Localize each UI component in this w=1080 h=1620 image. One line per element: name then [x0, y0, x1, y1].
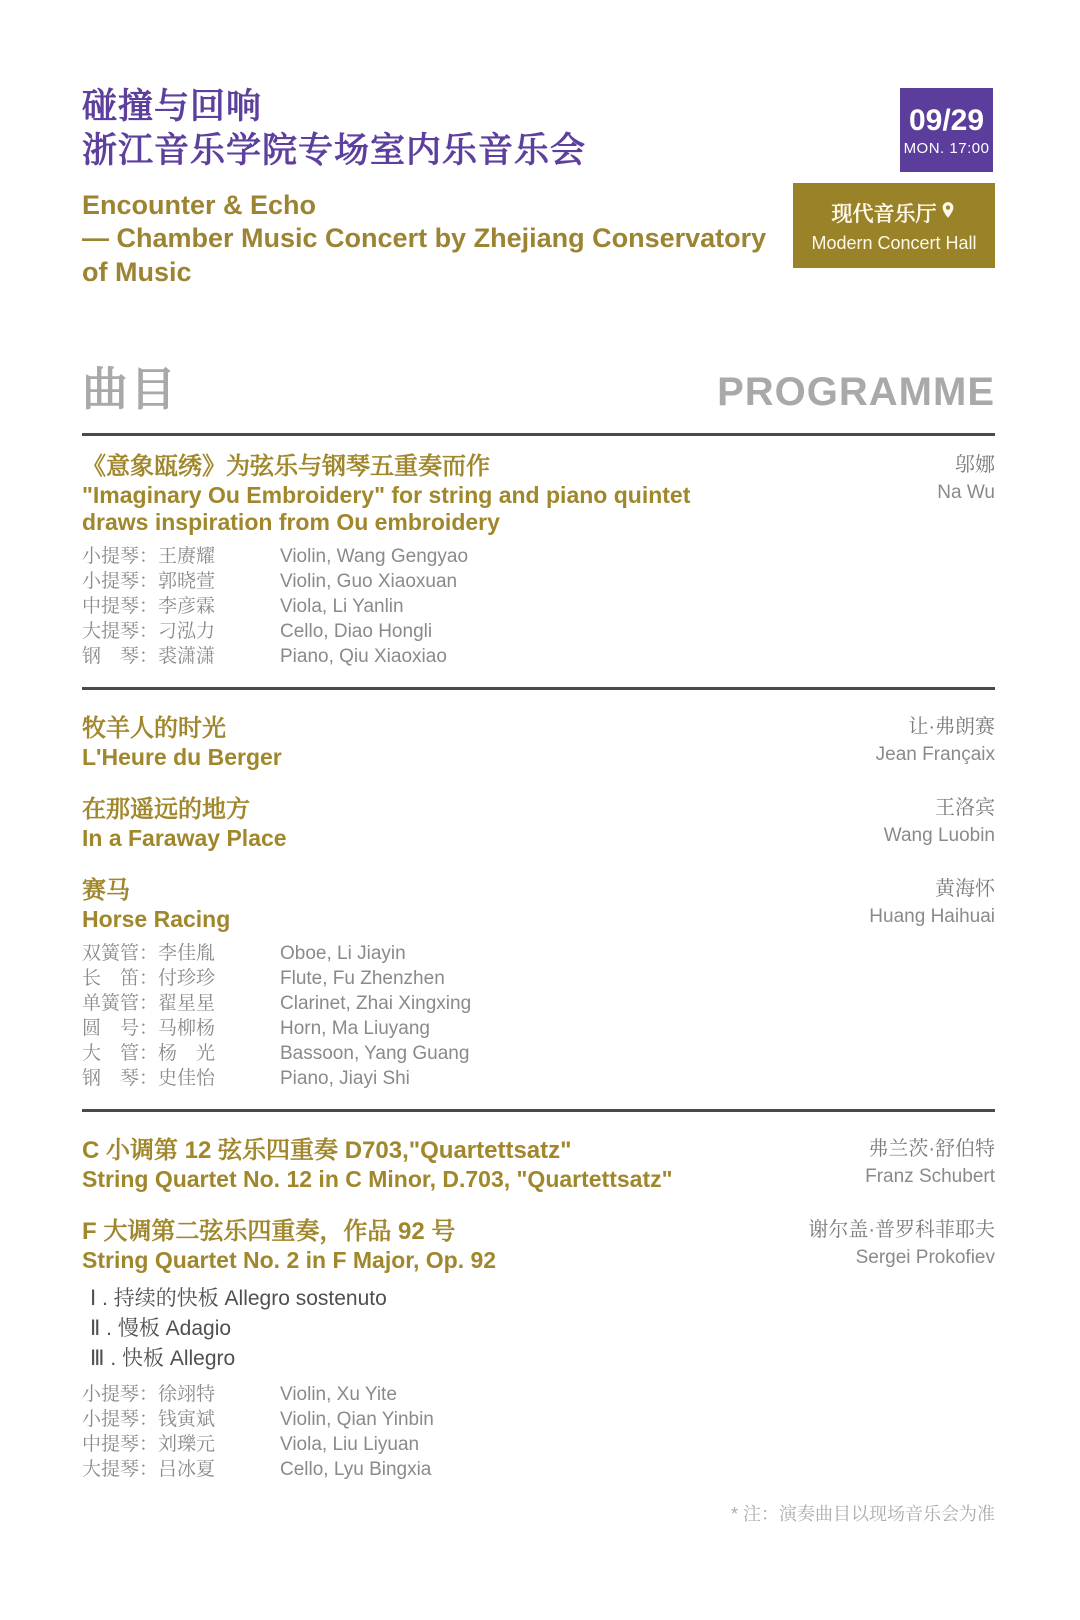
item-head — [82, 876, 995, 933]
composer-name-cn: 让·弗朗赛 — [908, 715, 995, 738]
movement-item: Ⅲ . 快板 Allegro — [90, 1346, 236, 1370]
performer-name-en: Piano, Qiu Xiaoxiao — [280, 645, 447, 667]
main-title-cn — [82, 85, 782, 173]
footer-note: * 注：演奏曲目以现场音乐会为准 — [730, 1504, 995, 1524]
main-title-cn-line2: 浙江音乐学院专场室内乐音乐会 — [82, 131, 587, 171]
composer-name-en: Franz Schubert — [865, 1165, 995, 1187]
performer-name-en: Oboe, Li Jiayin — [280, 942, 406, 964]
composer-name-en: Na Wu — [937, 481, 995, 503]
venue-badge — [793, 183, 995, 268]
subtitle-en-line3: of Music — [82, 256, 192, 287]
date-text: 09/29 — [908, 103, 985, 137]
performer-name-cn: 小提琴：钱寅斌 — [82, 1408, 216, 1430]
item-titles — [82, 714, 282, 771]
performer-name-en: Clarinet, Zhai Xingxing — [280, 992, 472, 1014]
item-title-en: "Imaginary Ou Embroidery" for string and piano quintet — [82, 481, 691, 508]
composer-name-en: Wang Luobin — [883, 824, 995, 846]
location-pin-icon — [939, 201, 957, 225]
programme-item — [82, 1217, 995, 1482]
programme-items — [82, 452, 995, 1482]
item-title-en: In a Faraway Place — [82, 824, 287, 851]
performer-name-cn: 大提琴：刁泓力 — [82, 620, 216, 642]
performer-name-en: Viola, Li Yanlin — [280, 595, 404, 617]
performer-name-en: Horn, Ma Liuyang — [280, 1017, 430, 1039]
performer-row — [82, 619, 995, 644]
programme-item — [82, 714, 995, 771]
venue-name-en: Modern Concert Hall — [811, 232, 977, 253]
composer-name-en: Huang Haihuai — [869, 905, 995, 927]
item-title-en: String Quartet No. 12 in C Minor, D.703, "Quartettsatz" — [82, 1165, 673, 1192]
performer-row — [82, 1066, 995, 1091]
performer-name-cn: 中提琴：刘瓅元 — [82, 1433, 216, 1455]
item-titles — [82, 1217, 496, 1274]
header — [82, 85, 995, 289]
item-title-cn: C 小调第 12 弦乐四重奏 D703,"Quartettsatz" — [82, 1136, 572, 1164]
item-titles — [82, 1136, 673, 1193]
time-text: MON. 17:00 — [903, 139, 990, 157]
programme-item — [82, 795, 995, 852]
performer-row — [82, 594, 995, 619]
performer-row — [82, 1041, 995, 1066]
section-divider — [82, 687, 995, 690]
performer-name-cn: 单簧管：翟星星 — [82, 992, 216, 1014]
performer-name-en: Flute, Fu Zhenzhen — [280, 967, 445, 989]
programme-title-cn: 曲目 — [82, 362, 178, 415]
performer-row — [82, 1382, 995, 1407]
performer-name-cn: 大提琴：吕冰夏 — [82, 1458, 216, 1480]
item-title-cn: 在那遥远的地方 — [82, 795, 250, 823]
composer-name-en: Jean Françaix — [875, 743, 995, 765]
subtitle-en — [82, 189, 802, 289]
performer-name-en: Bassoon, Yang Guang — [280, 1042, 470, 1064]
item-title-en: draws inspiration from Ou embroidery — [82, 508, 500, 535]
composer-name-cn: 王洛宾 — [935, 796, 995, 819]
performers — [82, 941, 995, 1091]
performer-name-cn: 长 笛：付珍珍 — [82, 967, 216, 989]
performer-name-en: Violin, Qian Yinbin — [280, 1408, 434, 1430]
performer-row — [82, 1016, 995, 1041]
performer-row — [82, 941, 995, 966]
performer-name-cn: 圆 号：马柳杨 — [82, 1017, 216, 1039]
composer-name-cn: 弗兰茨·舒伯特 — [868, 1137, 995, 1160]
performer-name-en: Violin, Xu Yite — [280, 1383, 397, 1405]
composer — [876, 714, 995, 768]
composer-name-cn: 黄海怀 — [935, 877, 995, 900]
performer-name-cn: 大 管：杨 光 — [82, 1042, 216, 1064]
movement-item: Ⅱ . 慢板 Adagio — [90, 1316, 232, 1340]
performers — [82, 544, 995, 669]
item-title-en: Horse Racing — [82, 905, 231, 932]
programme-item — [82, 452, 995, 669]
performer-name-cn: 中提琴：李彦霖 — [82, 595, 216, 617]
performer-row — [82, 1432, 995, 1457]
movements — [82, 1284, 995, 1374]
performer-name-en: Cello, Lyu Bingxia — [280, 1458, 432, 1480]
item-title-cn: F 大调第二弦乐四重奏，作品 92 号 — [82, 1217, 456, 1245]
item-titles — [82, 795, 287, 852]
performer-row — [82, 966, 995, 991]
programme-heading — [82, 353, 995, 419]
subtitle-en-line1: Encounter & Echo — [82, 190, 317, 221]
performer-name-cn: 小提琴：王赓耀 — [82, 545, 216, 567]
composer — [808, 1217, 995, 1271]
performer-row — [82, 544, 995, 569]
item-title-cn: 牧羊人的时光 — [82, 714, 226, 742]
item-head — [82, 1136, 995, 1193]
performer-row — [82, 1457, 995, 1482]
performer-name-cn: 小提琴：徐翊特 — [82, 1383, 216, 1405]
performer-name-en: Violin, Guo Xiaoxuan — [280, 570, 458, 592]
composer-name-en: Sergei Prokofiev — [855, 1246, 995, 1268]
performer-name-en: Piano, Jiayi Shi — [280, 1067, 410, 1089]
main-title-cn-line1: 碰撞与回响 — [82, 87, 263, 126]
item-head — [82, 452, 995, 536]
performer-row — [82, 991, 995, 1016]
programme-title-en: PROGRAMME — [717, 369, 995, 414]
composer — [937, 452, 995, 506]
item-titles — [82, 876, 230, 933]
date-badge — [900, 88, 993, 172]
item-head — [82, 714, 995, 771]
performer-name-en: Cello, Diao Hongli — [280, 620, 433, 642]
venue-name-cn: 现代音乐厅 — [831, 202, 937, 226]
movement-item: Ⅰ . 持续的快板 Allegro sostenuto — [90, 1286, 387, 1310]
performer-name-cn: 钢 琴：裘潇潇 — [82, 645, 216, 667]
performer-row — [82, 1407, 995, 1432]
section-divider — [82, 1109, 995, 1112]
composer-name-cn: 邬娜 — [955, 453, 995, 476]
performer-row — [82, 644, 995, 669]
subtitle-en-line2: — Chamber Music Concert by Zhejiang Conservatory — [82, 223, 767, 254]
item-title-en: L'Heure du Berger — [82, 743, 282, 770]
composer — [865, 1136, 995, 1190]
composer — [869, 876, 995, 930]
item-head — [82, 795, 995, 852]
programme-item — [82, 1136, 995, 1193]
performers — [82, 1382, 995, 1482]
performer-name-en: Viola, Liu Liyuan — [280, 1433, 420, 1455]
performer-name-cn: 钢 琴：史佳怡 — [82, 1067, 216, 1089]
performer-name-en: Violin, Wang Gengyao — [280, 545, 469, 567]
item-titles — [82, 452, 690, 536]
composer — [884, 795, 995, 849]
item-title-cn: 《意象瓯绣》为弦乐与钢琴五重奏而作 — [82, 452, 490, 480]
composer-name-cn: 谢尔盖·普罗科菲耶夫 — [808, 1218, 995, 1241]
item-title-en: String Quartet No. 2 in F Major, Op. 92 — [82, 1246, 497, 1273]
performer-name-cn: 双簧管：李佳胤 — [82, 942, 216, 964]
heading-divider — [82, 433, 995, 436]
programme-item — [82, 876, 995, 1091]
performer-row — [82, 569, 995, 594]
item-head — [82, 1217, 995, 1274]
performer-name-cn: 小提琴：郭晓萱 — [82, 570, 216, 592]
item-title-cn: 赛马 — [82, 876, 130, 904]
venue-name-cn-row — [832, 198, 957, 228]
